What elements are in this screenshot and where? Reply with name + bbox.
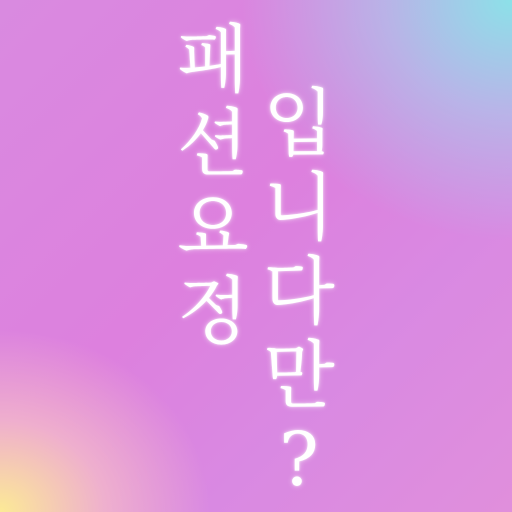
char-man: 만 (263, 333, 335, 419)
question-mark: ? (279, 417, 319, 503)
char-pae: 패 (177, 17, 249, 103)
char-da: 다 (263, 249, 335, 335)
vertical-text-right-column (251, 82, 347, 502)
char-ip: 입 (263, 81, 335, 167)
char-syeon: 션 (177, 101, 249, 187)
char-ni: 니 (263, 165, 335, 251)
char-jeong: 정 (177, 269, 249, 355)
char-yo: 요 (177, 185, 249, 271)
vertical-text-left-column (165, 18, 261, 354)
